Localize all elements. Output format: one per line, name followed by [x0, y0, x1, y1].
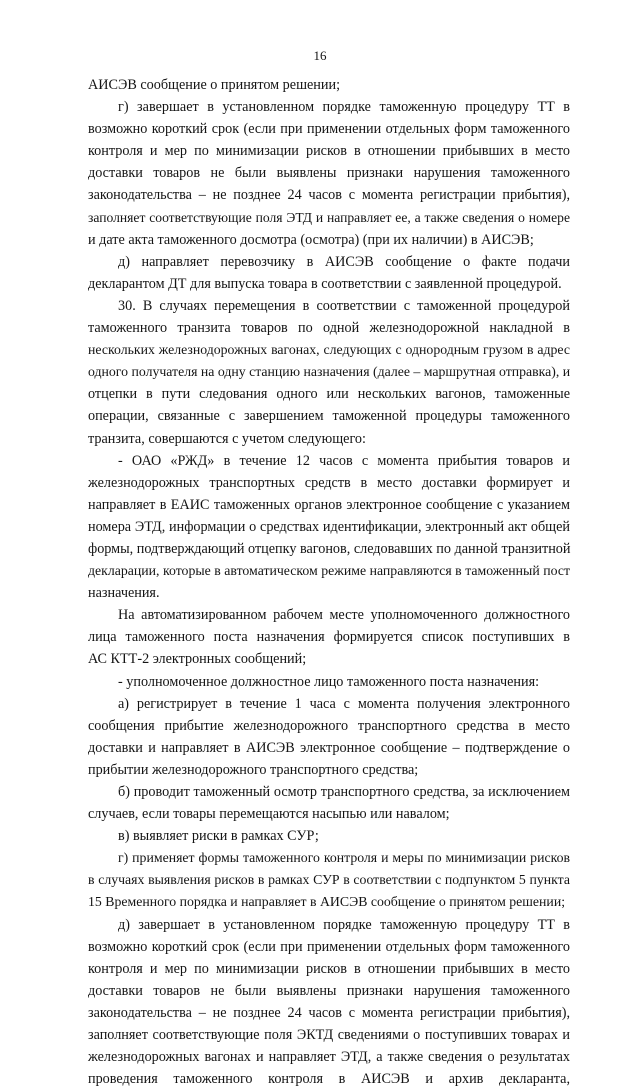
- text-line: транзита, совершаются с учетом следующего:: [88, 430, 366, 447]
- text-line: возможно короткий срок (если при применении отдельных форм таможенного: [88, 938, 570, 955]
- text-line: прибытии железнодорожного транспортного средства;: [88, 761, 419, 778]
- page-number: 16: [313, 48, 327, 63]
- text-line: - ОАО «РЖД» в течение 12 часов с момента прибытия товаров и: [118, 452, 570, 469]
- text-line: и дате акта таможенного досмотра (осмотра) (при их наличии) в АИСЭВ;: [88, 231, 534, 248]
- text-line: законодательства – не позднее 24 часов с момента регистрации прибытия),: [88, 187, 570, 204]
- text-line: в) выявляет риски в рамках СУР;: [118, 828, 319, 845]
- text-line: возможно короткий срок (если при применении отдельных форм таможенного: [88, 121, 570, 138]
- text-line: б) проводит таможенный осмотр транспортного средства, за исключением: [118, 784, 570, 800]
- text-line: доставки товаров не были выявлены признаки нарушения таможенного: [88, 165, 570, 182]
- text-line: заполняет соответствующие поля ЭТД и направляет ее, а также сведения о номере: [88, 209, 570, 225]
- text-line: - уполномоченное должностное лицо таможенного поста назначения:: [118, 673, 540, 690]
- text-line: операции, связанные с завершением таможенной процедуры таможенного: [88, 408, 570, 425]
- text-line: сообщения прибытие железнодорожного транспортного средства в место: [88, 717, 570, 734]
- text-line: АИСЭВ сообщение о принятом решении;: [88, 77, 341, 93]
- text-line: законодательства – не позднее 24 часов с момента регистрации прибытия),: [88, 1004, 570, 1021]
- text-line: д) завершает в установленном порядке таможенную процедуру ТТ в: [118, 916, 570, 933]
- text-line: назначения.: [88, 585, 160, 602]
- text-line: д) направляет перевозчику в АИСЭВ сообщение о факте подачи: [118, 253, 570, 270]
- text-line: железнодорожных транспортных средств в место доставки формирует и: [88, 474, 570, 491]
- text-line: доставки товаров не были выявлены признаки нарушения таможенного: [88, 982, 570, 999]
- text-line: лица таможенного поста назначения формируется список поступивших в: [88, 629, 570, 646]
- text-line: случаев, если товары перемещаются насыпью или навалом;: [88, 806, 450, 823]
- text-line: направляет в ЕАИС таможенных органов электронное сообщение с указанием: [88, 496, 570, 513]
- text-line: На автоматизированном рабочем месте уполномоченного должностного: [118, 607, 570, 624]
- text-line: номера ЭТД, информации о средствах идентификации, электронный акт общей: [88, 518, 570, 535]
- text-line: АС КТТ-2 электронных сообщений;: [88, 651, 307, 668]
- document-body: [88, 74, 570, 1090]
- text-line: декларантом ДТ для выпуска товара в соответствии с заявленной процедурой.: [88, 275, 562, 292]
- text-line: в случаях выявления рисков в рамках СУР в соответствии с подпунктом 5 пункта: [88, 872, 570, 888]
- text-line: формы, подтверждающий отцепку вагонов, следовавших по данной транзитной: [88, 540, 571, 557]
- text-line: контроля и мер по минимизации рисков в отношении прибывших в место: [88, 960, 570, 977]
- text-line: контроля и мер по минимизации рисков в отношении прибывших в место: [88, 143, 570, 160]
- text-line: нескольких железнодорожных вагонах, следующих с однородным грузом в адрес: [88, 342, 570, 358]
- text-line: отцепки в пути следования одного или нескольких вагонов, таможенные: [88, 386, 570, 403]
- text-line: проведения таможенного контроля в АИСЭВ и архив декларанта,: [88, 1071, 570, 1088]
- text-line: заполняет соответствующие поля ЭКТД сведениями о поступивших товарах и: [88, 1027, 570, 1044]
- text-line: г) завершает в установленном порядке таможенную процедуру ТТ в: [118, 99, 570, 116]
- text-line: 15 Временного порядка и направляет в АИСЭВ сообщение о принятом решении;: [88, 894, 566, 910]
- text-line: одного получателя на одну станцию назначения (далее – маршрутная отправка), и: [88, 364, 571, 380]
- text-line: доставки и направляет в АИСЭВ электронное сообщение – подтверждение о: [88, 739, 570, 756]
- text-line: железнодорожных вагонах и направляет ЭТД, а также сведения о результатах: [88, 1049, 570, 1066]
- text-line: таможенного транзита товаров по одной железнодорожной накладной в: [88, 320, 570, 337]
- text-line: а) регистрирует в течение 1 часа с момента получения электронного: [118, 695, 570, 712]
- text-line: 30. В случаях перемещения в соответствии с таможенной процедурой: [118, 297, 570, 314]
- text-line: декларации, которые в автоматическом режиме направляются в таможенный пост: [88, 563, 570, 579]
- text-line: г) применяет формы таможенного контроля и меры по минимизации рисков: [118, 850, 570, 866]
